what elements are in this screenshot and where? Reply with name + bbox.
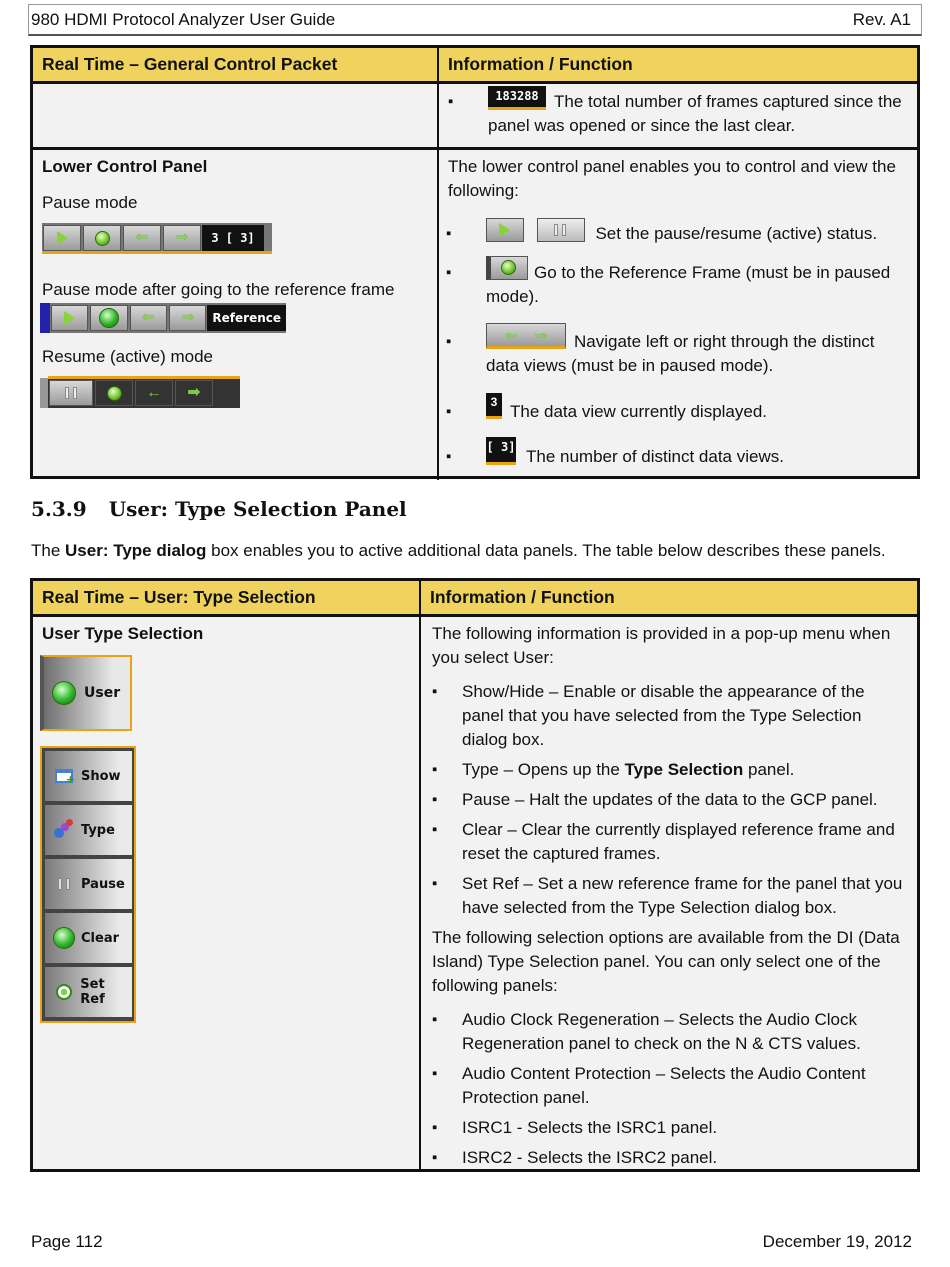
green-dot-icon — [107, 386, 122, 401]
nav-left-button[interactable] — [135, 380, 173, 406]
section-heading — [31, 497, 407, 521]
list-item — [448, 90, 908, 138]
bullet-text: Set Ref – Set a new reference frame for the panel that you have selected from the Type Selection dialog box. — [462, 874, 903, 917]
intro-bold: User: Type dialog — [65, 541, 207, 560]
bullet-text: Show/Hide – Enable or disable the appearance of the panel that you have selected from the Type Selection dialog box. — [462, 682, 865, 749]
clear-menu-item[interactable] — [44, 912, 133, 964]
page-header — [28, 4, 922, 36]
arrow-left-icon: ⇐ — [141, 309, 156, 326]
menu-item-label: Type — [81, 822, 115, 838]
bullet-text: ISRC2 - Selects the ISRC2 panel. — [462, 1148, 718, 1167]
distinct-views-icon: [ 3] — [486, 437, 516, 465]
show-menu-item[interactable] — [44, 750, 133, 802]
bullet-text: Type – Opens up the — [462, 760, 625, 779]
list-item — [432, 758, 908, 782]
frame-counter-icon: 183288 — [488, 86, 546, 110]
pause-ref-label: Pause mode after going to the reference frame — [42, 280, 395, 299]
reference-button[interactable] — [90, 305, 127, 331]
pause-button-icon — [537, 218, 585, 242]
pause-mode-toolbar — [42, 223, 272, 253]
reference-indicator: Reference — [207, 305, 286, 331]
view-counter: 3 [ 3] — [202, 225, 264, 251]
menu-item-label: Show — [81, 768, 121, 784]
set-ref-menu-item[interactable] — [44, 966, 133, 1018]
table-header-row — [33, 48, 917, 84]
user-button[interactable] — [40, 655, 132, 731]
table-header-row — [33, 581, 917, 617]
list-item — [432, 1146, 908, 1170]
play-button-icon — [486, 218, 524, 242]
nav-left-button[interactable] — [123, 225, 161, 251]
green-dot-icon — [95, 231, 110, 246]
menu-item-label: Set Ref — [80, 977, 105, 1007]
resume-toolbar — [40, 378, 240, 408]
pause-ref-toolbar — [40, 303, 286, 333]
menu-item-label: Pause — [81, 876, 125, 892]
doc-title: 980 HDMI Protocol Analyzer User Guide — [31, 9, 336, 29]
intro-text: The — [31, 541, 66, 560]
type-icon — [53, 819, 75, 841]
bullet-text: Navigate left or right through the distinct data views (must be in paused mode). — [486, 332, 875, 375]
table-user-type-selection — [30, 578, 920, 1172]
section-title: User: Type Selection Panel — [108, 497, 407, 521]
pause-icon — [53, 873, 75, 895]
green-dot-icon — [53, 927, 75, 949]
target-icon — [53, 981, 74, 1003]
nav-right-button[interactable] — [163, 225, 201, 251]
user-button-label: User — [84, 685, 121, 701]
column-header: Information / Function — [421, 581, 917, 614]
bullet-text: The data view currently displayed. — [510, 402, 768, 421]
info-list — [432, 680, 908, 920]
pause-mode-label: Pause mode — [42, 193, 138, 212]
current-view-icon: 3 — [486, 393, 502, 419]
list-item — [432, 1008, 908, 1056]
play-icon — [64, 311, 75, 325]
green-dot-icon — [52, 681, 76, 705]
bullet-text: panel. — [743, 760, 795, 779]
list-item — [432, 818, 908, 866]
footer-date: December 19, 2012 — [762, 1232, 912, 1251]
window-icon: + — [53, 765, 75, 787]
reference-button-icon — [486, 256, 528, 280]
bullet-bold: Type Selection — [624, 760, 744, 779]
arrow-right-icon: ⇒ — [181, 309, 195, 326]
arrow-left-icon: ⇐ — [135, 229, 149, 246]
panel-list — [432, 1008, 908, 1170]
resume-label: Resume (active) mode — [42, 347, 214, 366]
play-button[interactable] — [51, 305, 88, 331]
list-item — [432, 872, 908, 920]
play-icon — [57, 231, 68, 245]
bullet-text: Clear – Clear the currently displayed reference frame and reset the captured frames. — [462, 820, 895, 863]
menu-item-label: Clear — [81, 930, 119, 946]
list-item — [446, 327, 911, 378]
info-cell — [439, 84, 917, 147]
column-header: Real Time – User: Type Selection — [33, 581, 421, 614]
toolbar-topline — [48, 376, 240, 379]
nav-buttons-icon: ⇐ ⇒ — [486, 323, 566, 349]
arrow-right-icon: ⇒ — [175, 229, 189, 246]
green-dot-icon — [99, 308, 119, 328]
list-item — [446, 261, 911, 309]
doc-revision: Rev. A1 — [852, 9, 911, 29]
bullet-text: The number of distinct data views. — [526, 447, 784, 466]
arrow-right-icon: ➡ — [187, 384, 201, 401]
table-row — [33, 84, 917, 150]
bullet-text: Audio Clock Regeneration – Selects the Audio Clock Regeneration panel to check on the N & CTS values. — [462, 1010, 861, 1053]
lower-panel-intro: The lower control panel enables you to control and view the following: — [448, 157, 896, 200]
info-intro: The following information is provided in a pop-up menu when you select User: — [432, 624, 891, 667]
toolbar-underline — [42, 251, 272, 254]
table-row — [33, 617, 917, 1172]
list-item — [432, 1062, 908, 1110]
bullet-text: Pause – Halt the updates of the data to the GCP panel. — [462, 790, 878, 809]
nav-left-button[interactable] — [130, 305, 167, 331]
section-number: 5.3.9 — [31, 497, 87, 521]
list-item — [432, 1116, 908, 1140]
arrow-left-icon: ← — [146, 384, 162, 401]
pause-button[interactable] — [49, 380, 93, 406]
lower-panel-info — [439, 150, 917, 480]
pause-menu-item[interactable] — [44, 858, 133, 910]
bullet-text: Set the pause/resume (active) status. — [595, 224, 878, 243]
user-type-title: User Type Selection — [42, 624, 204, 643]
intro-text: box enables you to active additional data panels. The table below describes these panels. — [206, 541, 886, 560]
type-menu-item[interactable] — [44, 804, 133, 856]
list-item — [446, 394, 911, 424]
bullet-text: Audio Content Protection – Selects the Audio Content Protection panel. — [462, 1064, 866, 1107]
list-item — [432, 680, 908, 752]
user-selection-info — [421, 617, 917, 1172]
reference-button[interactable] — [83, 225, 121, 251]
page-number: Page 112 — [31, 1232, 103, 1251]
frames-description: The total number of frames captured since the panel was opened or since the last clear. — [488, 92, 902, 135]
column-header: Real Time – General Control Packet — [33, 48, 439, 81]
nav-right-button[interactable] — [169, 305, 206, 331]
lower-panel-title: Lower Control Panel — [42, 157, 208, 176]
list-item — [446, 222, 911, 246]
empty-cell — [33, 84, 439, 147]
nav-right-button[interactable] — [175, 380, 213, 406]
column-header: Information / Function — [439, 48, 917, 81]
section-intro — [31, 541, 886, 561]
list-item — [432, 788, 908, 812]
bullet-text: Go to the Reference Frame (must be in paused mode). — [486, 263, 891, 306]
list-item — [446, 439, 911, 469]
info-intro-2: The following selection options are available from the DI (Data Island) Type Selection panel. You can only select one of the following panels: — [432, 928, 900, 995]
play-button[interactable] — [43, 225, 81, 251]
bullet-text: ISRC1 - Selects the ISRC1 panel. — [462, 1118, 718, 1137]
reference-button[interactable] — [95, 380, 133, 406]
pause-icon — [65, 387, 77, 399]
